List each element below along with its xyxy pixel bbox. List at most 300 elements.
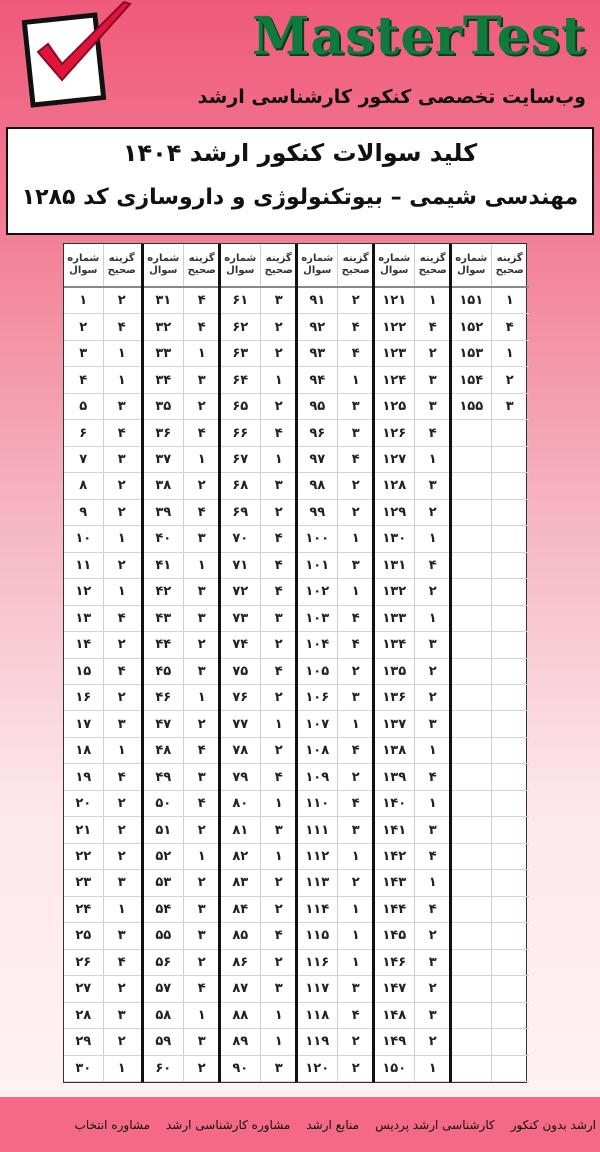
question-number-cell: ۱۴۳ xyxy=(375,870,414,896)
correct-answer-cell: ۳ xyxy=(337,685,376,711)
question-number-cell: ۲۰ xyxy=(64,791,103,817)
correct-answer-cell: ۱ xyxy=(103,579,142,605)
correct-answer-cell: ۲ xyxy=(260,738,299,764)
correct-answer-cell: ۱ xyxy=(337,844,376,870)
correct-answer-cell: ۳ xyxy=(183,579,222,605)
correct-answer-cell: ۲ xyxy=(337,1056,376,1082)
correct-answer-cell: ۱ xyxy=(103,897,142,923)
site-header xyxy=(0,0,600,128)
question-number-cell: ۳۴ xyxy=(144,367,183,393)
correct-answer-cell: ۲ xyxy=(414,976,453,1002)
question-number-cell: ۹ xyxy=(64,500,103,526)
question-number-cell xyxy=(452,711,491,737)
question-number-cell: ۹۷ xyxy=(298,447,337,473)
correct-answer-cell: ۱ xyxy=(260,711,299,737)
question-number-cell: ۱۲۱ xyxy=(375,288,414,314)
question-number-cell: ۹۱ xyxy=(298,288,337,314)
question-number-cell: ۱۷ xyxy=(64,711,103,737)
correct-answer-cell xyxy=(491,685,530,711)
answer-column-group xyxy=(218,244,295,1082)
footer-links xyxy=(75,1097,596,1152)
question-number-cell: ۱۲۳ xyxy=(375,341,414,367)
question-number-cell: ۲۶ xyxy=(64,950,103,976)
question-number-cell: ۱۳۶ xyxy=(375,685,414,711)
header-correct-answer: گزینه صحیح xyxy=(103,244,142,288)
correct-answer-cell: ۴ xyxy=(337,791,376,817)
correct-answer-cell: ۲ xyxy=(414,659,453,685)
correct-answer-cell: ۲ xyxy=(260,314,299,340)
site-tagline: وب‌سایت تخصصی کنکور کارشناسی ارشد xyxy=(197,86,586,108)
correct-answer-cell: ۲ xyxy=(337,500,376,526)
question-number-cell: ۳۶ xyxy=(144,420,183,446)
correct-answer-cell: ۳ xyxy=(183,764,222,790)
question-number-cell: ۱۳ xyxy=(64,606,103,632)
correct-answer-cell: ۱ xyxy=(337,579,376,605)
question-number-cell: ۱۲۷ xyxy=(375,447,414,473)
correct-answer-cell: ۴ xyxy=(103,950,142,976)
question-number-cell xyxy=(452,764,491,790)
correct-answer-cell: ۱ xyxy=(337,923,376,949)
correct-answer-cell: ۴ xyxy=(103,606,142,632)
correct-answer-cell xyxy=(491,632,530,658)
question-number-cell: ۸ xyxy=(64,473,103,499)
question-number-cell: ۱۴۸ xyxy=(375,1003,414,1029)
correct-answer-cell: ۲ xyxy=(260,632,299,658)
question-number-cell xyxy=(452,817,491,843)
question-number-cell: ۱۱۷ xyxy=(298,976,337,1002)
correct-answer-cell: ۱ xyxy=(337,526,376,552)
correct-answer-cell: ۲ xyxy=(414,341,453,367)
correct-answer-cell: ۴ xyxy=(414,844,453,870)
question-number-cell xyxy=(452,606,491,632)
question-number-cell: ۱۰۳ xyxy=(298,606,337,632)
question-number-cell: ۱۲ xyxy=(64,579,103,605)
question-number-cell: ۱۵۲ xyxy=(452,314,491,340)
correct-answer-cell: ۲ xyxy=(183,870,222,896)
question-number-cell xyxy=(452,659,491,685)
question-number-cell: ۶۲ xyxy=(221,314,260,340)
correct-answer-cell: ۲ xyxy=(103,1029,142,1055)
header-correct-answer: گزینه صحیح xyxy=(491,244,530,288)
header-question-number: شماره سوال xyxy=(452,244,491,288)
correct-answer-cell: ۳ xyxy=(414,473,453,499)
question-number-cell: ۱۱۸ xyxy=(298,1003,337,1029)
correct-answer-cell: ۴ xyxy=(414,553,453,579)
correct-answer-cell: ۴ xyxy=(414,764,453,790)
question-number-cell: ۵۶ xyxy=(144,950,183,976)
question-number-cell: ۱۴ xyxy=(64,632,103,658)
correct-answer-cell: ۴ xyxy=(260,764,299,790)
question-number-cell: ۲۳ xyxy=(64,870,103,896)
correct-answer-cell: ۳ xyxy=(414,632,453,658)
question-number-cell xyxy=(452,897,491,923)
question-number-cell: ۳۵ xyxy=(144,394,183,420)
correct-answer-cell: ۳ xyxy=(414,817,453,843)
correct-answer-cell: ۳ xyxy=(337,420,376,446)
question-number-cell: ۸۴ xyxy=(221,897,260,923)
correct-answer-cell xyxy=(491,526,530,552)
question-number-cell: ۱۵ xyxy=(64,659,103,685)
correct-answer-cell: ۴ xyxy=(337,447,376,473)
correct-answer-cell: ۳ xyxy=(183,659,222,685)
question-number-cell xyxy=(452,976,491,1002)
question-number-cell: ۱۱۹ xyxy=(298,1029,337,1055)
header-question-number: شماره سوال xyxy=(375,244,414,288)
question-number-cell: ۱۲۶ xyxy=(375,420,414,446)
correct-answer-cell: ۴ xyxy=(337,738,376,764)
question-number-cell: ۱۰۲ xyxy=(298,579,337,605)
question-number-cell: ۱۳۰ xyxy=(375,526,414,552)
correct-answer-cell: ۲ xyxy=(183,817,222,843)
question-number-cell: ۶۶ xyxy=(221,420,260,446)
correct-answer-cell: ۴ xyxy=(491,314,530,340)
answer-column-group xyxy=(64,244,141,1082)
question-number-cell: ۲ xyxy=(64,314,103,340)
correct-answer-cell: ۲ xyxy=(337,473,376,499)
question-number-cell: ۱۴۶ xyxy=(375,950,414,976)
correct-answer-cell: ۴ xyxy=(183,420,222,446)
correct-answer-cell: ۱ xyxy=(414,526,453,552)
correct-answer-cell: ۳ xyxy=(260,1056,299,1082)
correct-answer-cell: ۴ xyxy=(337,606,376,632)
question-number-cell: ۱۴۴ xyxy=(375,897,414,923)
correct-answer-cell: ۱ xyxy=(183,341,222,367)
title-box xyxy=(6,127,594,235)
question-number-cell: ۵۷ xyxy=(144,976,183,1002)
correct-answer-cell xyxy=(491,1003,530,1029)
header-correct-answer: گزینه صحیح xyxy=(183,244,222,288)
question-number-cell: ۱۰۶ xyxy=(298,685,337,711)
question-number-cell: ۱۵۰ xyxy=(375,1056,414,1082)
correct-answer-cell: ۴ xyxy=(183,976,222,1002)
question-number-cell: ۳ xyxy=(64,341,103,367)
question-number-cell: ۶ xyxy=(64,420,103,446)
correct-answer-cell xyxy=(491,473,530,499)
correct-answer-cell xyxy=(491,764,530,790)
correct-answer-cell: ۱ xyxy=(491,341,530,367)
question-number-cell: ۷۵ xyxy=(221,659,260,685)
question-number-cell: ۹۸ xyxy=(298,473,337,499)
correct-answer-cell: ۱ xyxy=(414,870,453,896)
correct-answer-cell: ۳ xyxy=(183,897,222,923)
question-number-cell: ۳۲ xyxy=(144,314,183,340)
question-number-cell: ۵۹ xyxy=(144,1029,183,1055)
correct-answer-cell xyxy=(491,923,530,949)
correct-answer-cell: ۲ xyxy=(414,500,453,526)
question-number-cell: ۱۳۷ xyxy=(375,711,414,737)
question-number-cell: ۱۳۸ xyxy=(375,738,414,764)
correct-answer-cell: ۱ xyxy=(183,447,222,473)
correct-answer-cell xyxy=(491,500,530,526)
answer-column-group xyxy=(295,244,372,1082)
footer-link[interactable]: ارشد بدون کنکور xyxy=(510,1117,596,1132)
correct-answer-cell: ۱ xyxy=(337,367,376,393)
question-number-cell: ۳۷ xyxy=(144,447,183,473)
correct-answer-cell: ۳ xyxy=(260,976,299,1002)
question-number-cell: ۱۱۲ xyxy=(298,844,337,870)
question-number-cell: ۳۸ xyxy=(144,473,183,499)
header-question-number: شماره سوال xyxy=(298,244,337,288)
correct-answer-cell: ۱ xyxy=(103,341,142,367)
question-number-cell: ۵۳ xyxy=(144,870,183,896)
header-correct-answer: گزینه صحیح xyxy=(337,244,376,288)
footer-link[interactable]: مشاوره کارشناسی ارشد xyxy=(166,1117,291,1132)
correct-answer-cell: ۱ xyxy=(103,526,142,552)
question-number-cell: ۱۴۰ xyxy=(375,791,414,817)
footer-link[interactable]: کارشناسی ارشد پردیس xyxy=(375,1117,495,1132)
question-number-cell: ۶۴ xyxy=(221,367,260,393)
correct-answer-cell: ۴ xyxy=(260,420,299,446)
question-number-cell: ۴۰ xyxy=(144,526,183,552)
correct-answer-cell: ۱ xyxy=(260,1003,299,1029)
correct-answer-cell: ۲ xyxy=(103,553,142,579)
question-number-cell: ۱۰۱ xyxy=(298,553,337,579)
answer-column-group xyxy=(141,244,218,1082)
correct-answer-cell: ۴ xyxy=(103,764,142,790)
question-number-cell: ۶۷ xyxy=(221,447,260,473)
question-number-cell: ۷۲ xyxy=(221,579,260,605)
correct-answer-cell: ۴ xyxy=(260,579,299,605)
correct-answer-cell: ۱ xyxy=(414,738,453,764)
correct-answer-cell: ۳ xyxy=(183,606,222,632)
correct-answer-cell: ۳ xyxy=(183,1029,222,1055)
correct-answer-cell: ۳ xyxy=(103,711,142,737)
correct-answer-cell: ۴ xyxy=(183,314,222,340)
correct-answer-cell: ۳ xyxy=(103,1003,142,1029)
question-number-cell: ۱۰۹ xyxy=(298,764,337,790)
question-number-cell: ۳۳ xyxy=(144,341,183,367)
correct-answer-cell: ۳ xyxy=(414,950,453,976)
question-number-cell: ۱۱۱ xyxy=(298,817,337,843)
question-number-cell: ۱۰۷ xyxy=(298,711,337,737)
question-number-cell: ۱۱۵ xyxy=(298,923,337,949)
question-number-cell: ۱۲۲ xyxy=(375,314,414,340)
question-number-cell: ۱۶ xyxy=(64,685,103,711)
correct-answer-cell: ۲ xyxy=(414,685,453,711)
question-number-cell: ۴۳ xyxy=(144,606,183,632)
correct-answer-cell: ۱ xyxy=(260,1029,299,1055)
question-number-cell: ۵۴ xyxy=(144,897,183,923)
correct-answer-cell: ۱ xyxy=(183,685,222,711)
correct-answer-cell xyxy=(491,897,530,923)
question-number-cell: ۱۱۰ xyxy=(298,791,337,817)
header-correct-answer: گزینه صحیح xyxy=(260,244,299,288)
correct-answer-cell: ۳ xyxy=(337,817,376,843)
correct-answer-cell: ۳ xyxy=(183,526,222,552)
correct-answer-cell: ۲ xyxy=(103,685,142,711)
question-number-cell xyxy=(452,526,491,552)
question-number-cell: ۲۷ xyxy=(64,976,103,1002)
question-number-cell: ۶۵ xyxy=(221,394,260,420)
correct-answer-cell: ۲ xyxy=(337,764,376,790)
correct-answer-cell: ۴ xyxy=(414,897,453,923)
correct-answer-cell: ۱ xyxy=(260,844,299,870)
correct-answer-cell: ۱ xyxy=(491,288,530,314)
question-number-cell: ۸۵ xyxy=(221,923,260,949)
footer-bar xyxy=(0,1097,600,1152)
correct-answer-cell: ۳ xyxy=(414,394,453,420)
correct-answer-cell: ۴ xyxy=(414,420,453,446)
correct-answer-cell: ۴ xyxy=(337,632,376,658)
correct-answer-cell: ۳ xyxy=(491,394,530,420)
question-number-cell: ۸۰ xyxy=(221,791,260,817)
question-number-cell xyxy=(452,632,491,658)
question-number-cell: ۱۲۵ xyxy=(375,394,414,420)
question-number-cell xyxy=(452,579,491,605)
correct-answer-cell: ۱ xyxy=(183,844,222,870)
question-number-cell: ۵۲ xyxy=(144,844,183,870)
correct-answer-cell: ۲ xyxy=(260,870,299,896)
correct-answer-cell: ۱ xyxy=(103,367,142,393)
question-number-cell: ۴۲ xyxy=(144,579,183,605)
correct-answer-cell: ۱ xyxy=(103,1056,142,1082)
question-number-cell: ۱۱۴ xyxy=(298,897,337,923)
question-number-cell: ۷۷ xyxy=(221,711,260,737)
question-number-cell: ۴۸ xyxy=(144,738,183,764)
correct-answer-cell: ۴ xyxy=(260,923,299,949)
question-number-cell: ۱۲۰ xyxy=(298,1056,337,1082)
correct-answer-cell: ۴ xyxy=(337,314,376,340)
question-number-cell: ۶۹ xyxy=(221,500,260,526)
correct-answer-cell xyxy=(491,870,530,896)
correct-answer-cell: ۲ xyxy=(491,367,530,393)
question-number-cell xyxy=(452,738,491,764)
correct-answer-cell: ۲ xyxy=(103,632,142,658)
question-number-cell: ۴۶ xyxy=(144,685,183,711)
correct-answer-cell: ۳ xyxy=(337,553,376,579)
question-number-cell: ۷۰ xyxy=(221,526,260,552)
correct-answer-cell xyxy=(491,447,530,473)
correct-answer-cell: ۳ xyxy=(337,976,376,1002)
question-number-cell: ۹۰ xyxy=(221,1056,260,1082)
question-number-cell xyxy=(452,420,491,446)
correct-answer-cell: ۲ xyxy=(260,500,299,526)
correct-answer-cell: ۲ xyxy=(183,632,222,658)
correct-answer-cell: ۲ xyxy=(103,791,142,817)
correct-answer-cell: ۴ xyxy=(260,553,299,579)
question-number-cell: ۲۴ xyxy=(64,897,103,923)
correct-answer-cell: ۱ xyxy=(414,447,453,473)
question-number-cell: ۱۴۵ xyxy=(375,923,414,949)
question-number-cell: ۱۵۵ xyxy=(452,394,491,420)
question-number-cell: ۱۰ xyxy=(64,526,103,552)
question-number-cell: ۶۸ xyxy=(221,473,260,499)
correct-answer-cell: ۴ xyxy=(337,1003,376,1029)
question-number-cell: ۱۵۳ xyxy=(452,341,491,367)
question-number-cell: ۱۰۵ xyxy=(298,659,337,685)
question-number-cell: ۷۸ xyxy=(221,738,260,764)
question-number-cell: ۱۸ xyxy=(64,738,103,764)
question-number-cell xyxy=(452,1003,491,1029)
correct-answer-cell: ۱ xyxy=(103,738,142,764)
correct-answer-cell: ۲ xyxy=(260,950,299,976)
correct-answer-cell: ۳ xyxy=(260,288,299,314)
correct-answer-cell: ۴ xyxy=(183,288,222,314)
question-number-cell: ۳۱ xyxy=(144,288,183,314)
question-number-cell: ۱۹ xyxy=(64,764,103,790)
question-number-cell: ۴۵ xyxy=(144,659,183,685)
brand-logo-text[interactable]: MasterTest xyxy=(251,6,586,67)
question-number-cell: ۵۵ xyxy=(144,923,183,949)
question-number-cell: ۲۱ xyxy=(64,817,103,843)
correct-answer-cell: ۲ xyxy=(337,288,376,314)
question-number-cell: ۱۲۸ xyxy=(375,473,414,499)
question-number-cell: ۱۵۱ xyxy=(452,288,491,314)
correct-answer-cell: ۲ xyxy=(103,976,142,1002)
question-number-cell: ۸۶ xyxy=(221,950,260,976)
page-subtitle: مهندسی شیمی – بیوتکنولوژی و داروسازی کد ۱۲۸۵ xyxy=(21,185,579,210)
correct-answer-cell xyxy=(491,844,530,870)
header-question-number: شماره سوال xyxy=(221,244,260,288)
correct-answer-cell xyxy=(491,553,530,579)
question-number-cell: ۱۰۰ xyxy=(298,526,337,552)
question-number-cell xyxy=(452,791,491,817)
question-number-cell xyxy=(452,950,491,976)
correct-answer-cell xyxy=(491,606,530,632)
correct-answer-cell: ۱ xyxy=(337,950,376,976)
question-number-cell: ۱۲۴ xyxy=(375,367,414,393)
question-number-cell: ۸۹ xyxy=(221,1029,260,1055)
question-number-cell xyxy=(452,923,491,949)
question-number-cell: ۵۸ xyxy=(144,1003,183,1029)
question-number-cell: ۹۳ xyxy=(298,341,337,367)
question-number-cell: ۸۳ xyxy=(221,870,260,896)
correct-answer-cell: ۲ xyxy=(103,473,142,499)
question-number-cell: ۹۲ xyxy=(298,314,337,340)
correct-answer-cell xyxy=(491,659,530,685)
correct-answer-cell: ۴ xyxy=(103,314,142,340)
question-number-cell: ۲۵ xyxy=(64,923,103,949)
correct-answer-cell: ۳ xyxy=(183,923,222,949)
correct-answer-cell: ۱ xyxy=(183,1003,222,1029)
correct-answer-cell: ۱ xyxy=(183,553,222,579)
footer-link[interactable]: مشاوره انتخاب xyxy=(74,1117,150,1132)
correct-answer-cell: ۴ xyxy=(103,659,142,685)
correct-answer-cell: ۱ xyxy=(414,606,453,632)
question-number-cell: ۱۰۸ xyxy=(298,738,337,764)
correct-answer-cell: ۴ xyxy=(337,341,376,367)
correct-answer-cell: ۲ xyxy=(260,897,299,923)
correct-answer-cell: ۲ xyxy=(183,473,222,499)
correct-answer-cell xyxy=(491,1056,530,1082)
question-number-cell: ۵۰ xyxy=(144,791,183,817)
question-number-cell xyxy=(452,447,491,473)
question-number-cell: ۶۳ xyxy=(221,341,260,367)
footer-link[interactable]: منابع ارشد xyxy=(306,1117,360,1132)
question-number-cell: ۳۰ xyxy=(64,1056,103,1082)
question-number-cell: ۲۸ xyxy=(64,1003,103,1029)
correct-answer-cell: ۳ xyxy=(260,473,299,499)
question-number-cell: ۱۴۷ xyxy=(375,976,414,1002)
correct-answer-cell: ۲ xyxy=(337,1029,376,1055)
question-number-cell xyxy=(452,473,491,499)
question-number-cell: ۸۱ xyxy=(221,817,260,843)
correct-answer-cell: ۳ xyxy=(103,870,142,896)
question-number-cell: ۶۰ xyxy=(144,1056,183,1082)
correct-answer-cell: ۱ xyxy=(260,447,299,473)
question-number-cell: ۶۱ xyxy=(221,288,260,314)
correct-answer-cell: ۲ xyxy=(260,341,299,367)
correct-answer-cell xyxy=(491,791,530,817)
correct-answer-cell xyxy=(491,738,530,764)
correct-answer-cell: ۳ xyxy=(103,394,142,420)
correct-answer-cell xyxy=(491,817,530,843)
question-number-cell: ۱۴۹ xyxy=(375,1029,414,1055)
correct-answer-cell: ۳ xyxy=(103,447,142,473)
question-number-cell: ۵۱ xyxy=(144,817,183,843)
question-number-cell: ۱۴۱ xyxy=(375,817,414,843)
correct-answer-cell xyxy=(491,711,530,737)
